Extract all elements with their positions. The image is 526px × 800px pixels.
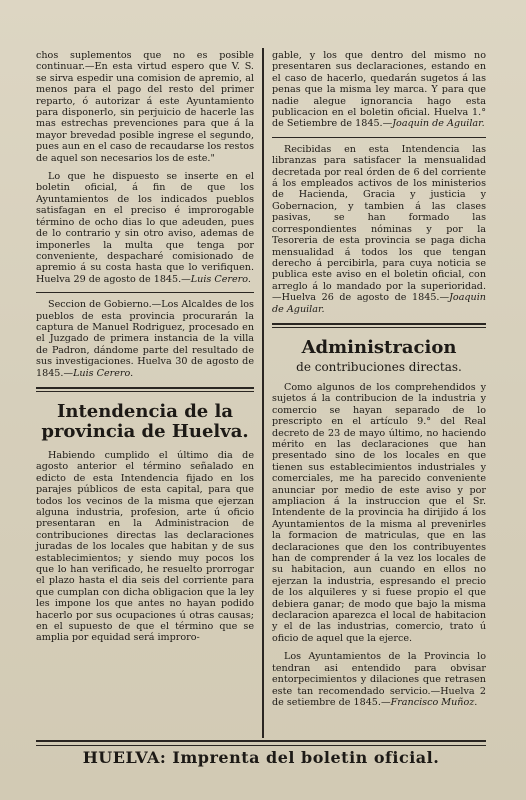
paragraph-continuation [272, 50, 486, 130]
paragraph-text: Lo que he dispuesto se inserte en el boletin oficial, á fin de que los Ayuntamientos de los indicados pueblos satisfagan en el preciso é improrogable término de ocho dias lo que adeuden, pues de lo contrario y sin otro aviso, ademas de imponerles la multa que tenga por conveniente, despacharé comisionado de apremio á su costa hasta que lo verifiquen. Huelva 29 de agosto de 1845.— [36, 171, 254, 285]
signature: Joaquin de Aguilar. [392, 118, 485, 130]
section-heading: Intendencia de la provincia de Huelva. [41, 400, 249, 442]
paragraph-announcement [272, 382, 486, 644]
section-divider [272, 323, 486, 328]
section-heading: Administracion [301, 336, 457, 358]
paragraph-closing [272, 651, 486, 708]
column-divider [262, 48, 264, 738]
section-subheading: de contribuciones directas. [296, 359, 462, 374]
paragraph-text: Recibidas en esta Intendencia las libranzas para satisfacer la mensualidad decretada por real órden de 6 del corriente á los empleados activos de los ministerios de Hacienda, Gracia y justicia y Gobernacion, y tambien á las clases pasivas, se han formado las correspondientes nóminas y por la Tesoreria de esta provincia se paga dicha mensualidad á todos los que tengan derecho á percibirla, para cuya noticia se publica este aviso en el boletin oficial, con arreglo á lo mandado por la superioridad. —Huelva 26 de agosto de 1845.— [272, 143, 486, 304]
right-column [272, 50, 486, 715]
printer-footer: HUELVA: Imprenta del boletin oficial. [82, 748, 440, 767]
paragraph-continuation [36, 50, 254, 164]
paragraph-text: Los Ayuntamientos de la Provincia lo tendran asi entendido para obvisar entorpecimientos y dilaciones que retrasen este tan recomendado servicio.—Huelva 2 de setiembre de 1845.— [272, 651, 486, 708]
section-divider [36, 387, 254, 392]
divider [272, 137, 486, 138]
paragraph-notice [272, 144, 486, 315]
signature: Joaquin de Aguilar. [272, 292, 486, 315]
left-column [36, 50, 254, 651]
signature: Francisco Muñoz. [390, 696, 478, 708]
signature: Luis Cerero. [73, 367, 134, 379]
paragraph-text: Seccion de Gobierno.—Los Alcaldes de los pueblos de esta provincia procurarán la captura de Manuel Rodriguez, procesado en el Juzgado de primera instancia de la villa de Padron, dándome parte del resultado de sus investigaciones. Huelva 30 de agosto de 1845.— [36, 299, 254, 379]
paragraph-text: gable, y los que dentro del mismo no presentaren sus declaraciones, estando en el caso de hacerlo, quedarán sugetos á las penas que la misma ley marca. Y para que nadie alegue ignorancia hago esta publicacion en el boletin oficial. Huelva 1.° de Setiembre de 1845.— [272, 50, 486, 130]
paragraph-text: chos suplementos que no es posible continuar.—En esta virtud espero que V. S. se sirva espedir una comision de apremio, al menos para el pago del resto del primer reparto, ó autorizar á este Ayuntamiento para disponerlo, sin perjuicio de hacerle las mas estrechas prevenciones para que á la mayor brevedad posible ingrese el segundo, pues aun en el caso de recaudarse los restos de aquel son necesarios los de este." [36, 50, 254, 164]
paragraph-notice [36, 299, 254, 379]
paragraph-text: Habiendo cumplido el último dia de agosto anterior el término señalado en edicto de esta Intendencia fijado en los parajes públicos de esta capital, para que todos los vecinos de la misma que ejerzan alguna industria, profesion, arte ú oficio presentaran en la Administracion de contribuciones directas las declaraciones juradas de los locales que habitan y de sus establecimientos; y siendo muy pocos los que lo han verificado, he resuelto prorrogar el plazo hasta el dia seis del corriente para que cumplan con dicha obligacion que la ley les impone los que antes no hayan podido hacerlo por sus ocupaciones ú otras causas; en el supuesto de que el término que se amplia por equidad será improro- [36, 449, 254, 644]
signature: Luis Cerero. [190, 273, 251, 285]
divider [36, 292, 254, 293]
paragraph-edict [36, 450, 254, 644]
footer-divider [36, 740, 486, 746]
paragraph-order [36, 171, 254, 285]
paragraph-text: Como algunos de los comprehendidos y sujetos á la contribucion de la industria y comercio se hayan separado de lo prescripto en el artículo 9.° del Real decreto de 23 de mayo último, no haciendo mérito en las declaraciones que han presentado sino de los locales en que tienen sus establecimientos industriales y comerciales, me ha parecido conveniente anunciar por medio de este aviso y por ampliacion á la instruccion que el Sr. Intendente de la provincia ha dirijido á los Ayuntamientos de la misma al prevenirles la formacion de matriculas, que en las declaraciones que den los contribuyentes han de comprender á la vez los locales de su habitacion, aun cuando en ellos no ejerzan la industria, espresando el precio de los alquileres y si fuese propio el que debiera ganar; de modo que bajo la misma declaracion aparezca el local de habitacion y el de las industrias, comercio, trato ú oficio de aquel que la ejerce. [272, 381, 486, 644]
